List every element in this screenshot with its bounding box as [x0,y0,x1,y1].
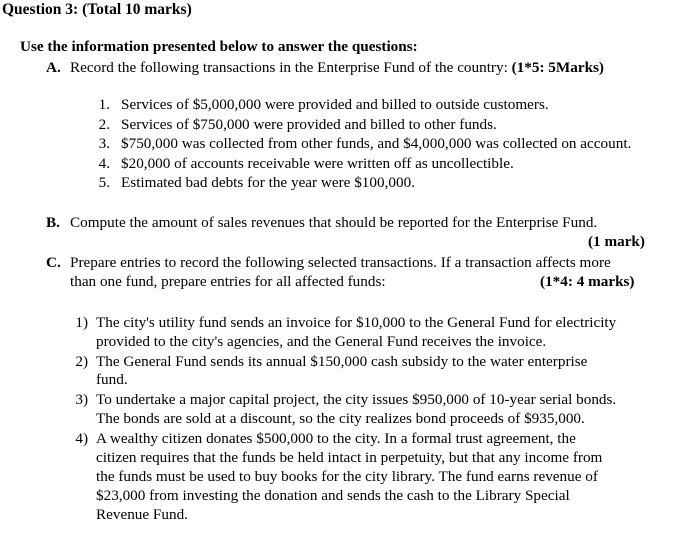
list-item-line: $23,000 from investing the donation and sends the cash to the Library Special [96,487,570,504]
list-item-line: the funds must be used to buy books for the city library. The fund earns revenue of [96,468,598,485]
list-item-line: fund. [96,371,128,388]
part-c-letter: C. [46,254,61,271]
list-item-line: citizen requires that the funds be held intact in perpetuity, but that any income from [96,449,603,466]
list-item: $750,000 was collected from other funds, and $4,000,000 was collected on account. [121,135,632,152]
part-a-prompt [70,59,604,77]
list-item-line: A wealthy citizen donates $500,000 to the city. In a formal trust agreement, the [96,430,576,447]
part-a-letter: A. [46,59,61,76]
list-item-line: provided to the city's agencies, and the General Fund receives the invoice. [96,333,547,350]
part-b-text: Compute the amount of sales revenues that should be reported for the Enterprise Fund. [70,214,598,231]
part-a-marks: (1*5: 5Marks) [511,59,604,76]
part-c-text-line1: Prepare entries to record the following selected transactions. If a transaction affects more [70,254,611,271]
list-item-line: The General Fund sends its annual $150,000 cash subsidy to the water enterprise [96,353,588,370]
list-item-line: The city's utility fund sends an invoice for $10,000 to the General Fund for electricity [96,314,617,331]
list-item-line: The bonds are sold at a discount, so the city realizes bond proceeds of $935,000. [96,410,585,427]
list-item: Services of $5,000,000 were provided and billed to outside customers. [121,96,549,113]
part-c-marks: (1*4: 4 marks) [540,273,635,290]
list-item-line: Revenue Fund. [96,506,188,523]
question-title: Question 3: (Total 10 marks) [2,1,192,18]
list-item-number: 3. [98,135,110,152]
list-item-number: 1) [75,314,88,331]
list-item-number: 4. [98,155,110,172]
list-item: Services of $750,000 were provided and billed to other funds. [121,116,497,133]
part-c-text-line2: than one fund, prepare entries for all affected funds: [70,273,386,290]
list-item-number: 2) [75,353,88,370]
list-item-number: 3) [75,391,88,408]
list-item: Estimated bad debts for the year were $100,000. [121,174,415,191]
list-item-number: 2. [98,116,110,133]
list-item-number: 1. [98,96,110,113]
list-item: $20,000 of accounts receivable were written off as uncollectible. [121,155,514,172]
list-item-number: 5. [98,174,110,191]
list-item-line: To undertake a major capital project, the city issues $950,000 of 10-year serial bonds. [96,391,617,408]
list-item-number: 4) [75,430,88,447]
part-b-marks: (1 mark) [588,233,645,250]
part-b-letter: B. [46,214,60,231]
instructions-heading: Use the information presented below to answer the questions: [20,38,418,55]
part-a-text: Record the following transactions in the Enterprise Fund of the country: [70,59,512,76]
